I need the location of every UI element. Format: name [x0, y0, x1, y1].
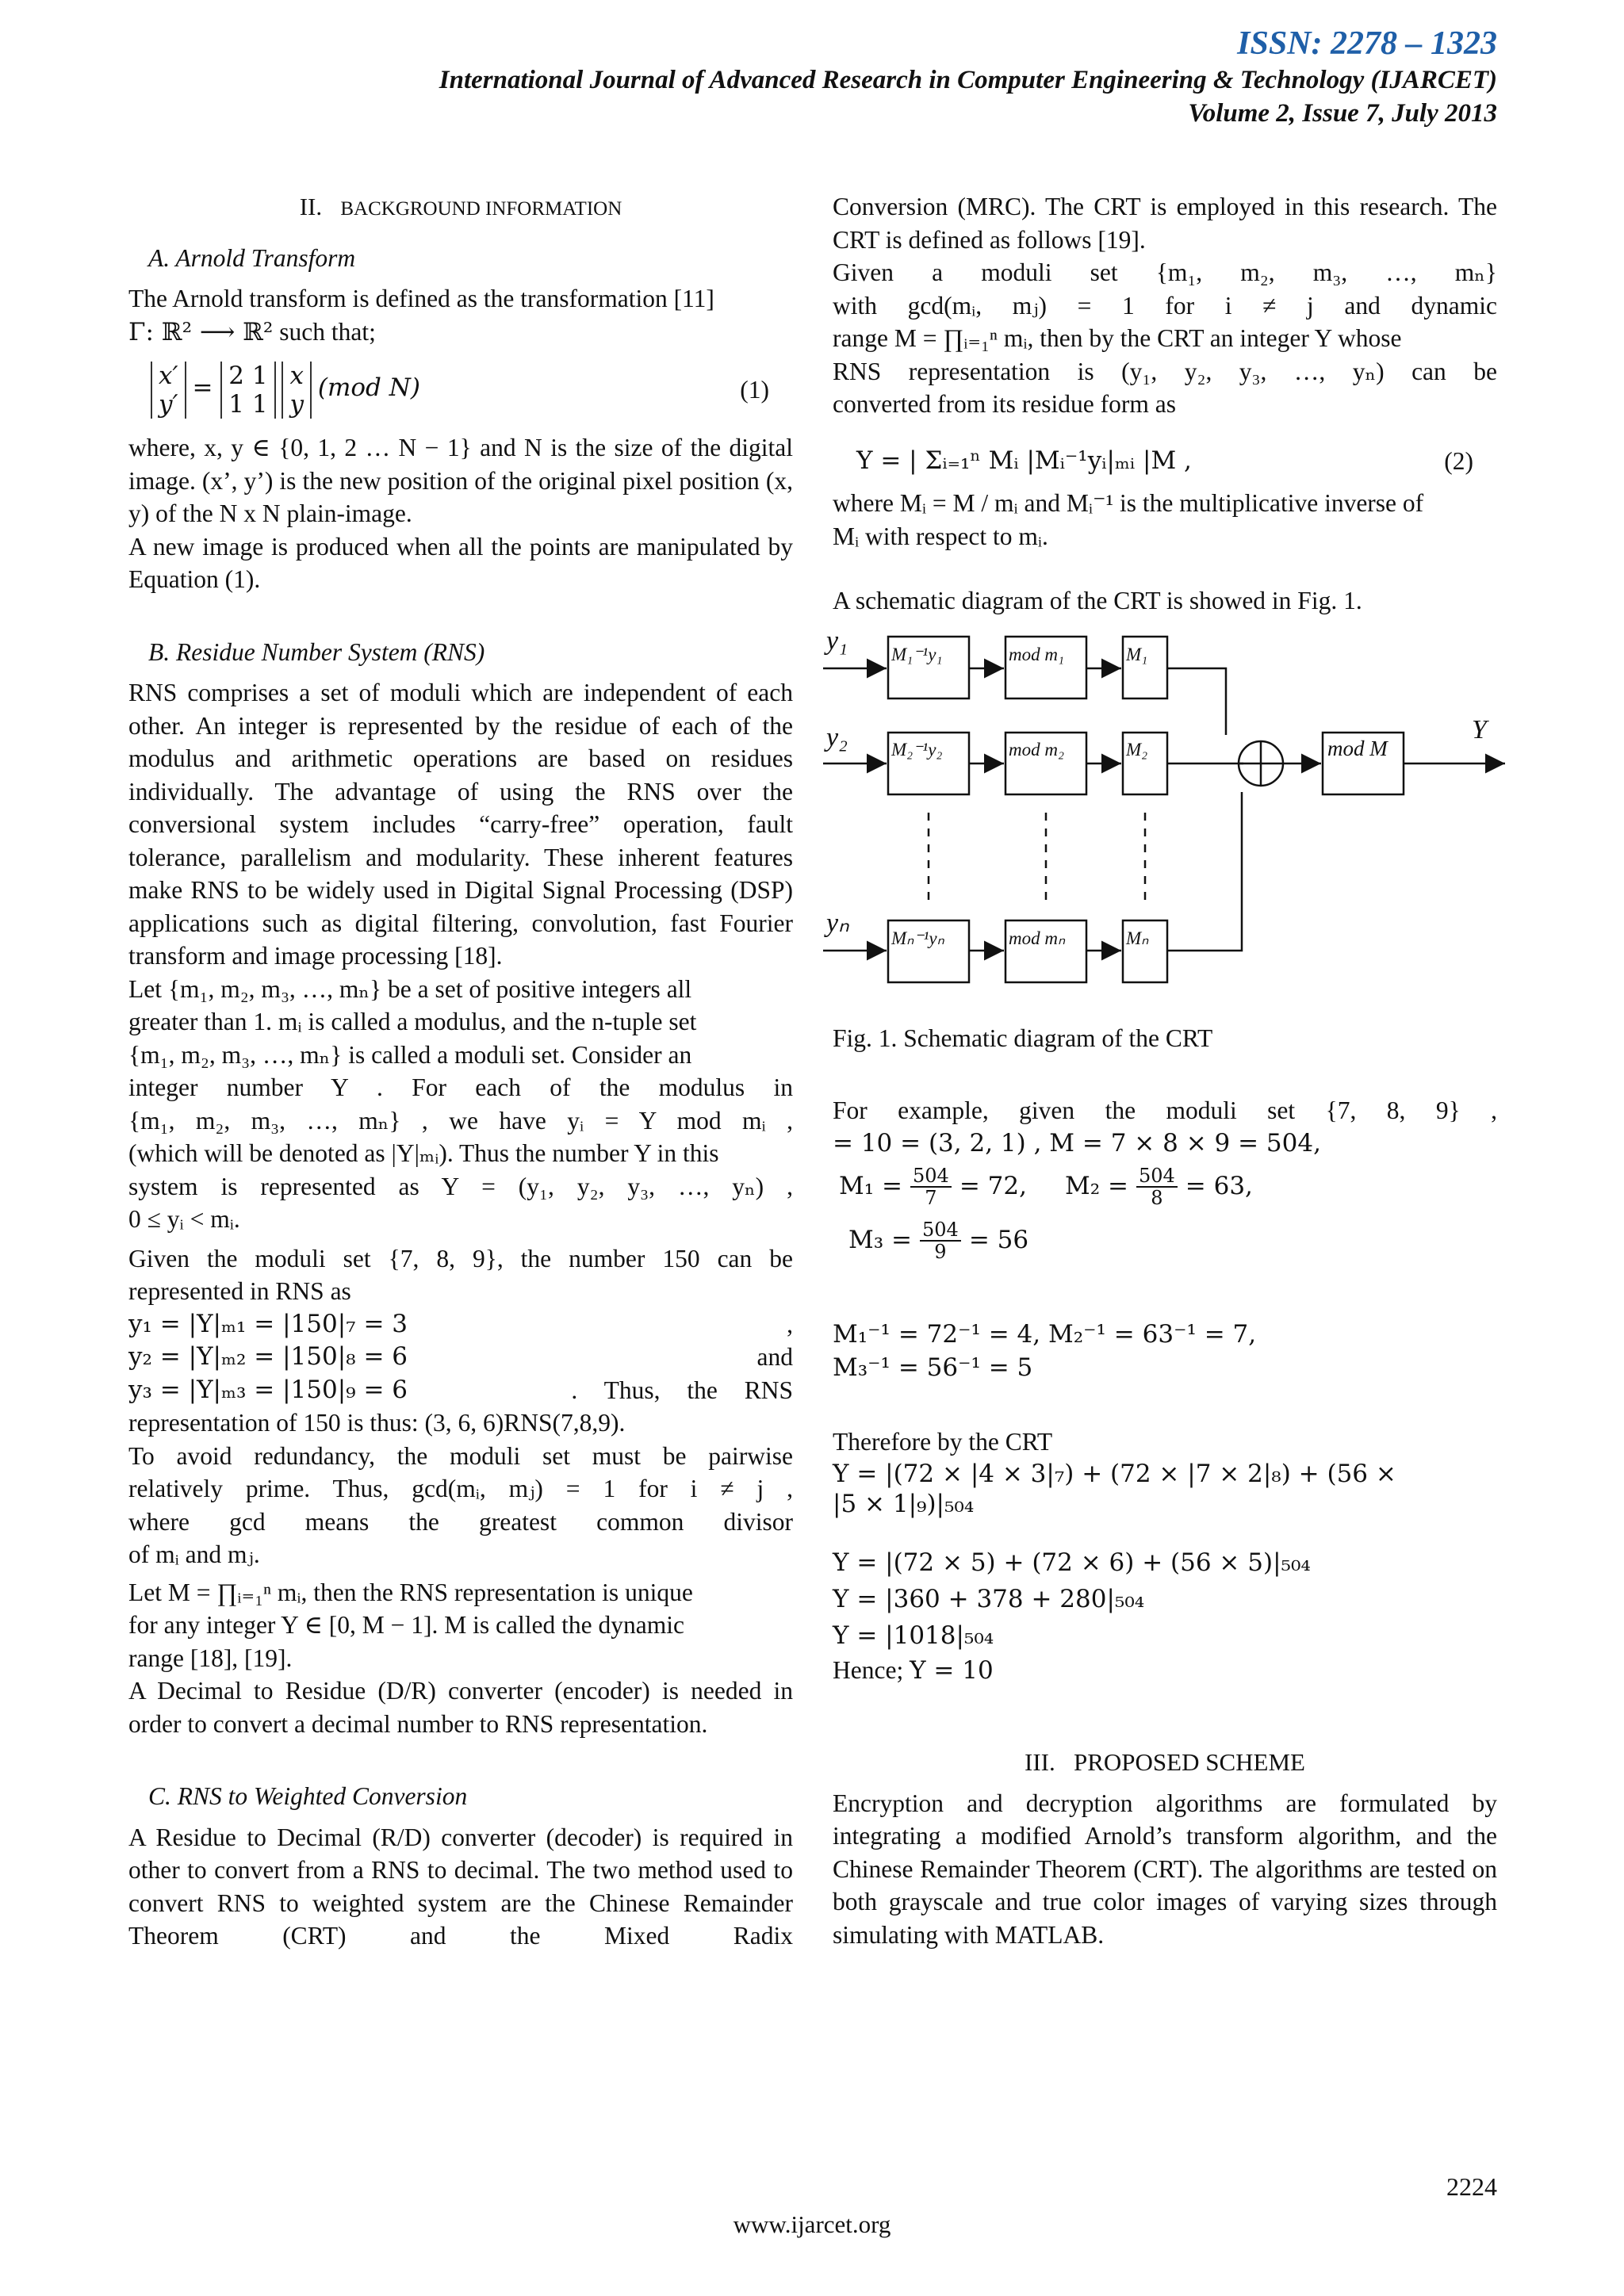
math-line: Y = |1018|₅₀₄ [833, 1621, 994, 1650]
text: The Arnold transform is defined as the transformation [11] [128, 285, 714, 312]
math: = 63, [1185, 1172, 1253, 1201]
left-column [128, 190, 793, 1953]
box-inverse-1: M₁⁻¹y₁ [891, 644, 943, 664]
box-inverse-2: M₂⁻¹y₂ [891, 739, 943, 760]
section-heading [128, 190, 793, 226]
text-line: integer number Y . For each of the modulus in [128, 1073, 793, 1101]
volume-info: Volume 2, Issue 7, July 2013 [1188, 99, 1497, 128]
input-y1-label: y₁ [826, 626, 848, 656]
text-line: {m₁, m₂, m₃, …, mₙ} , we have yᵢ = Y mod mᵢ , [128, 1106, 793, 1135]
text-line: representation of 150 is thus: (3, 6, 6)RNS(7,8,9). [128, 1409, 626, 1437]
text-line: where Mᵢ = M / mᵢ and Mᵢ⁻¹ is the multiplicative inverse of [833, 489, 1424, 517]
paragraph: A Residue to Decimal (R/D) converter (decoder) is required in other to convert from a RNS to decimal. The two method used to convert RNS to weighted system are the Chinese Remainder Theorem (CRT) and the Mixed Radix [128, 1823, 793, 1950]
paragraph: where, x, y ∈ {0, 1, 2 … N − 1} and N is the size of the digital image. (x’, y’) is the new position of the original pixel position (x, y) of the N x N plain-image. [128, 434, 793, 527]
eq-rhs-vector: x y [282, 362, 312, 419]
page-header [439, 24, 1497, 130]
math-line: Y = |(72 × |4 × 3|₇) + (72 × |7 × 2|₈) + (56 × [833, 1459, 1396, 1488]
equation-body: x′ y′ = 2 1 1 1 x y (mod N) [151, 362, 420, 419]
text: and [756, 1343, 793, 1371]
box-weight-1: M₁ [1126, 644, 1148, 664]
text-line: Given the moduli set {7, 8, 9}, the number 150 can be [128, 1244, 793, 1272]
text-line: for any integer Y ∈ [0, M − 1]. M is called the dynamic [128, 1611, 684, 1639]
right-column [826, 190, 1497, 1951]
math-line: Y = |(72 × 5) + (72 × 6) + (56 × 5)|₅₀₄ [833, 1548, 1311, 1577]
issn: ISSN: 2278 – 1323 [1237, 25, 1497, 62]
text: , [787, 1310, 793, 1338]
text-line: (which will be denoted as |Y|ₘᵢ). Thus the number Y in this [128, 1139, 719, 1167]
text-line: For example, given the moduli set {7, 8, 9} , [833, 1096, 1497, 1124]
text-line: Let M = ∏ᵢ₌₁ⁿ mᵢ, then the RNS representation is unique [128, 1578, 693, 1606]
equation-1 [151, 354, 793, 427]
paragraph: Conversion (MRC). The CRT is employed in this research. The CRT is defined as follows [19]. [833, 193, 1497, 254]
box-weight-n: Mₙ [1126, 928, 1149, 948]
math: y₁ = |Y|ₘ₁ = |150|₇ = 3 [128, 1309, 408, 1338]
box-inverse-n: Mₙ⁻¹yₙ [891, 928, 944, 948]
subsection-heading: B. Residue Number System (RNS) [148, 637, 485, 666]
input-y2-label: y₂ [826, 722, 848, 752]
section-title: PROPOSED SCHEME [1073, 1748, 1305, 1776]
footer-url: www.ijarcet.org [733, 2210, 891, 2238]
fraction: $\frac{504}{8}$ [1136, 1165, 1178, 1208]
text-line: with gcd(mᵢ, mⱼ) = 1 for i ≠ j and dynamic [833, 291, 1497, 320]
math: Γ: ℝ² ⟶ ℝ² [128, 317, 274, 346]
text-line: represented in RNS as [128, 1277, 351, 1305]
section-title: BACKGROUND INFORMATION [340, 198, 622, 220]
equation-number: (1) [740, 376, 769, 404]
paragraph [128, 282, 793, 316]
math: = 56 [968, 1226, 1029, 1255]
math: y₂ = |Y|ₘ₂ = |150|₈ = 6 [128, 1342, 408, 1371]
paragraph: RNS comprises a set of moduli which are independent of each other. An integer is represented by the residue of each of the modulus and arithmetic operations are based on residues individually. The advantage of using the RNS over the conversional system includes “carry-free” operation, fault tolerance, parallelism and modularity. These inherent features make RNS to be widely used in Digital Signal Processing (DSP) applications such as digital filtering, convolution, fast Fourier transform and image processing [18]. [128, 679, 793, 970]
box-mod-1: mod m₁ [1009, 644, 1064, 664]
input-yn-label: yₙ [826, 908, 849, 938]
fraction: $\frac{504}{9}$ [920, 1219, 961, 1262]
math: M₃ = [848, 1226, 912, 1255]
section-number: II. [299, 193, 323, 220]
section-heading [833, 1746, 1497, 1779]
text-line: Given a moduli set {m₁, m₂, m₃, …, mₙ} [833, 258, 1497, 286]
box-mod-M: mod M [1327, 736, 1388, 760]
equation-2 [856, 445, 1497, 478]
text-line: of mᵢ and mⱼ. [128, 1540, 260, 1568]
text-line: system is represented as Y = (y₁, y₂, y₃, …, yₙ) , [128, 1172, 793, 1200]
math: M₂ = [1064, 1172, 1128, 1201]
text: Hence; [833, 1655, 910, 1684]
text-line: where gcd means the greatest common divisor [128, 1507, 793, 1536]
math-line: = 10 = (3, 2, 1) , M = 7 × 8 × 9 = 504, [833, 1128, 1321, 1158]
text-line: {m₁, m₂, m₃, …, mₙ} is called a moduli set. Consider an [128, 1040, 692, 1069]
crt-schematic-diagram [823, 619, 1505, 1008]
math-line: M₁⁻¹ = 72⁻¹ = 4, M₂⁻¹ = 63⁻¹ = 7, [833, 1320, 1257, 1349]
math-line: M₃⁻¹ = 56⁻¹ = 5 [833, 1353, 1033, 1382]
residue-line [128, 1374, 793, 1407]
text-line: greater than 1. mᵢ is called a modulus, and the n-tuple set [128, 1008, 697, 1035]
output-y-label: Y [1472, 714, 1487, 744]
math: y₃ = |Y|ₘ₃ = |150|₉ = 6 [128, 1375, 408, 1404]
residue-line [128, 1308, 793, 1341]
text-line [833, 1654, 1497, 1688]
math-line [839, 1165, 1497, 1209]
math-line: |5 × 1|₉)|₅₀₄ [833, 1489, 975, 1518]
math: Y = 10 [910, 1655, 994, 1685]
math: = 72, [959, 1172, 1027, 1201]
text-line: To avoid redundancy, the moduli set must be pairwise [128, 1441, 793, 1470]
section-number: III. [1025, 1748, 1055, 1776]
box-weight-2: M₂ [1126, 739, 1148, 760]
text-line: range [18], [19]. [128, 1644, 293, 1672]
subsection-heading: A. Arnold Transform [148, 243, 356, 272]
figure-caption: Fig. 1. Schematic diagram of the CRT [833, 1024, 1213, 1052]
paragraph: A Decimal to Residue (D/R) converter (encoder) is needed in order to convert a decimal number to RNS representation. [128, 1677, 793, 1738]
eq-matrix: 2 1 1 1 [220, 362, 275, 419]
page-number: 2224 [1446, 2172, 1497, 2201]
subsection-heading: C. RNS to Weighted Conversion [148, 1782, 468, 1810]
text-line: relatively prime. Thus, gcd(mᵢ, mⱼ) = 1 for i ≠ j , [128, 1475, 793, 1502]
paragraph: A schematic diagram of the CRT is showed in Fig. 1. [833, 587, 1362, 614]
equation-number: (2) [1444, 446, 1473, 475]
text-line: Mᵢ with respect to mᵢ. [833, 522, 1048, 550]
math-line [848, 1219, 1497, 1263]
text-line: converted from its residue form as [833, 390, 1176, 418]
box-mod-2: mod m₂ [1009, 739, 1064, 760]
text-line: Therefore by the CRT [833, 1428, 1053, 1456]
residue-line [128, 1341, 793, 1374]
equation-body: Y = | Σᵢ₌₁ⁿ Mᵢ |Mᵢ⁻¹yᵢ|ₘᵢ |M , [856, 446, 1192, 475]
paragraph: Encryption and decryption algorithms are formulated by integrating a modified Arnold’s transform algorithm, and the Chinese Remainder Theorem (CRT). The algorithms are tested on both grayscale and true color images of varying sizes through simulating with MATLAB. [833, 1789, 1497, 1949]
fraction: $\frac{504}{7}$ [910, 1165, 952, 1208]
text-line: range M = ∏ᵢ₌₁ⁿ mᵢ, then by the CRT an integer Y whose [833, 324, 1402, 352]
text-line: RNS representation is (y₁, y₂, y₃, …, yₙ) can be [833, 357, 1497, 385]
journal-title: International Journal of Advanced Research in Computer Engineering & Technology (IJARCET) [439, 66, 1497, 94]
eq-mod: (mod N) [317, 373, 420, 403]
text-line: Let {m₁, m₂, m₃, …, mₙ} be a set of positive integers all [128, 974, 692, 1003]
paragraph: A new image is produced when all the points are manipulated by Equation (1). [128, 532, 793, 593]
text: such that; [273, 317, 376, 346]
box-mod-n: mod mₙ [1009, 928, 1066, 948]
paragraph [128, 316, 793, 350]
text: . Thus, the RNS [571, 1376, 793, 1404]
math-line: Y = |360 + 378 + 280|₅₀₄ [833, 1584, 1145, 1613]
math: M₁ = [839, 1172, 902, 1201]
text-line: 0 ≤ yᵢ < mᵢ. [128, 1205, 240, 1233]
eq-lhs-vector: x′ y′ [151, 362, 186, 419]
